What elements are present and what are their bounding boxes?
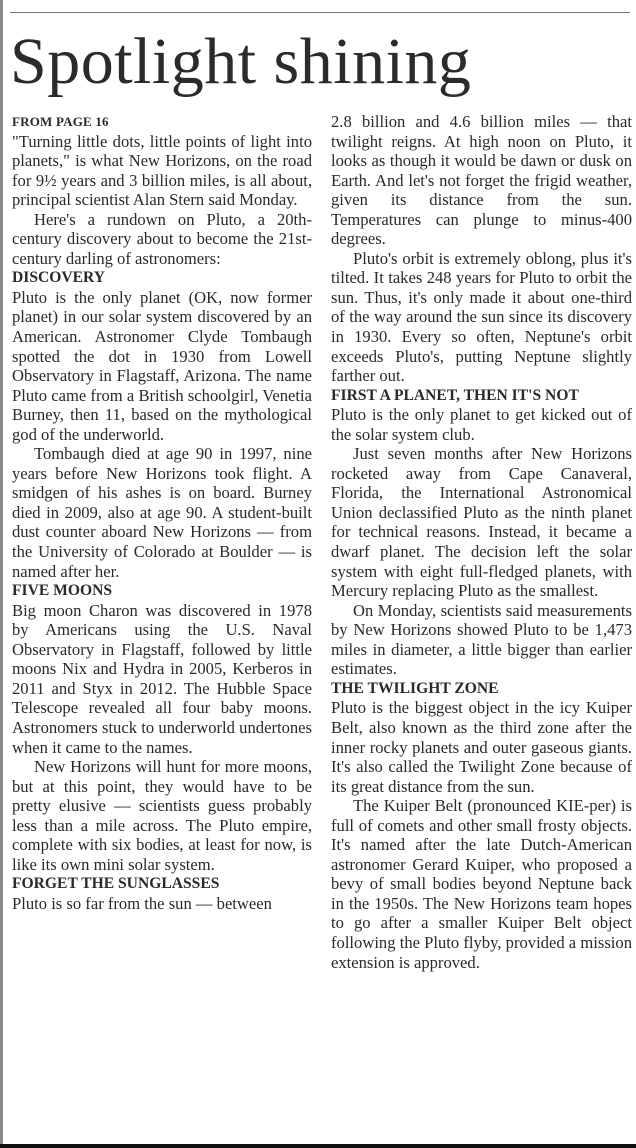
paragraph: Pluto is the only planet (OK, now former planet) in our solar system discovered by an American. Astronomer Clyde Tombaugh spotted the dot in 1930 from Lowell Observatory in Flagstaff, Arizona. The name Pluto came from a British schoolgirl, Venetia Burney, then 11, based on the mythological god of the underworld. <box>12 287 312 444</box>
paragraph: Just seven months after New Horizons rocketed away from Cape Canaveral, Florida, the International Astronomical Union declassified Pluto as the ninth planet for technical reasons. Instead, it became a dwarf planet. The decision left the solar system with eight full-fledged planets, with Mercury replacing Pluto as the smallest. <box>331 444 632 601</box>
article-column-right <box>331 112 632 972</box>
section-heading: FORGET THE SUNGLASSES <box>12 875 220 893</box>
paragraph: Big moon Charon was discovered in 1978 by Americans using the U.S. Naval Observatory in Flagstaff, followed by little moons Nix and Hydra in 2005, Kerberos in 2011 and Styx in 2012. The Hubble Space Telescope revealed all four baby moons. Astronomers stuck to underworld undertones when it came to the names. <box>12 600 312 757</box>
paragraph: New Horizons will hunt for more moons, but at this point, they would have to be pretty elusive — scientists guess probably less than a mile across. The Pluto empire, complete with six bodies, at least for now, is like its own mini solar system. <box>12 757 312 874</box>
paragraph: On Monday, scientists said measurements by New Horizons showed Pluto to be 1,473 miles in diameter, a little bigger than earlier estimates. <box>331 600 632 679</box>
bottom-border <box>0 1144 636 1148</box>
paragraph: Pluto's orbit is extremely oblong, plus it's tilted. It takes 248 years for Pluto to orbit the sun. Thus, it's only made it about one-third of the way around the sun since its discovery in 1930. Every so often, Neptune's orbit exceeds Pluto's, putting Neptune slightly farther out. <box>331 248 632 386</box>
paragraph: Pluto is the biggest object in the icy Kuiper Belt, also known as the third zone after the inner rocky planets and outer gaseous giants. It's also called the Twilight Zone because of its great distance from the sun. <box>331 698 632 796</box>
paragraph: 2.8 billion and 4.6 billion miles — that twilight reigns. At high noon on Pluto, it looks as though it would be dawn or dusk on Earth. And let's not forget the frigid weather, given its distance from the sun. Temperatures can plunge to minus-400 degrees. <box>331 112 632 249</box>
section-heading: FIRST A PLANET, THEN IT'S NOT <box>331 386 579 404</box>
section-heading: FIVE MOONS <box>12 582 113 600</box>
article-column-left <box>12 112 312 913</box>
paragraph: Here's a rundown on Pluto, a 20th-century discovery about to become the 21st-century darling of astronomers: <box>12 209 312 268</box>
top-rule <box>10 12 630 13</box>
section-heading: THE TWILIGHT ZONE <box>331 679 499 697</box>
paragraph: Tombaugh died at age 90 in 1997, nine years before New Horizons took flight. A smidgen of his ashes is on board. Burney died in 2009, also at age 90. A student-built dust counter aboard New Horizons — from the University of Colorado at Boulder — is named after her. <box>12 444 312 581</box>
paragraph: Pluto is so far from the sun — between <box>12 893 272 913</box>
paragraph: "Turning little dots, little points of light into planets," is what New Horizons, on the road for 9½ years and 3 billion miles, is all about, principal scientist Alan Stern said Monday. <box>12 131 312 210</box>
paragraph: Pluto is the only planet to get kicked out of the solar system club. <box>331 405 632 444</box>
section-heading: DISCOVERY <box>12 269 106 287</box>
left-border <box>0 0 3 1148</box>
headline: Spotlight shining <box>10 25 472 98</box>
jump-line: FROM PAGE 16 <box>12 114 109 129</box>
paragraph: The Kuiper Belt (pronounced KIE-per) is full of comets and other small frosty objects. It's named after the late Dutch-American astronomer Gerard Kuiper, who proposed a bevy of small bodies beyond Neptune back in the 1950s. The New Horizons team hopes to go after a smaller Kuiper Belt object following the Pluto flyby, provided a mission extension is approved. <box>331 796 632 972</box>
